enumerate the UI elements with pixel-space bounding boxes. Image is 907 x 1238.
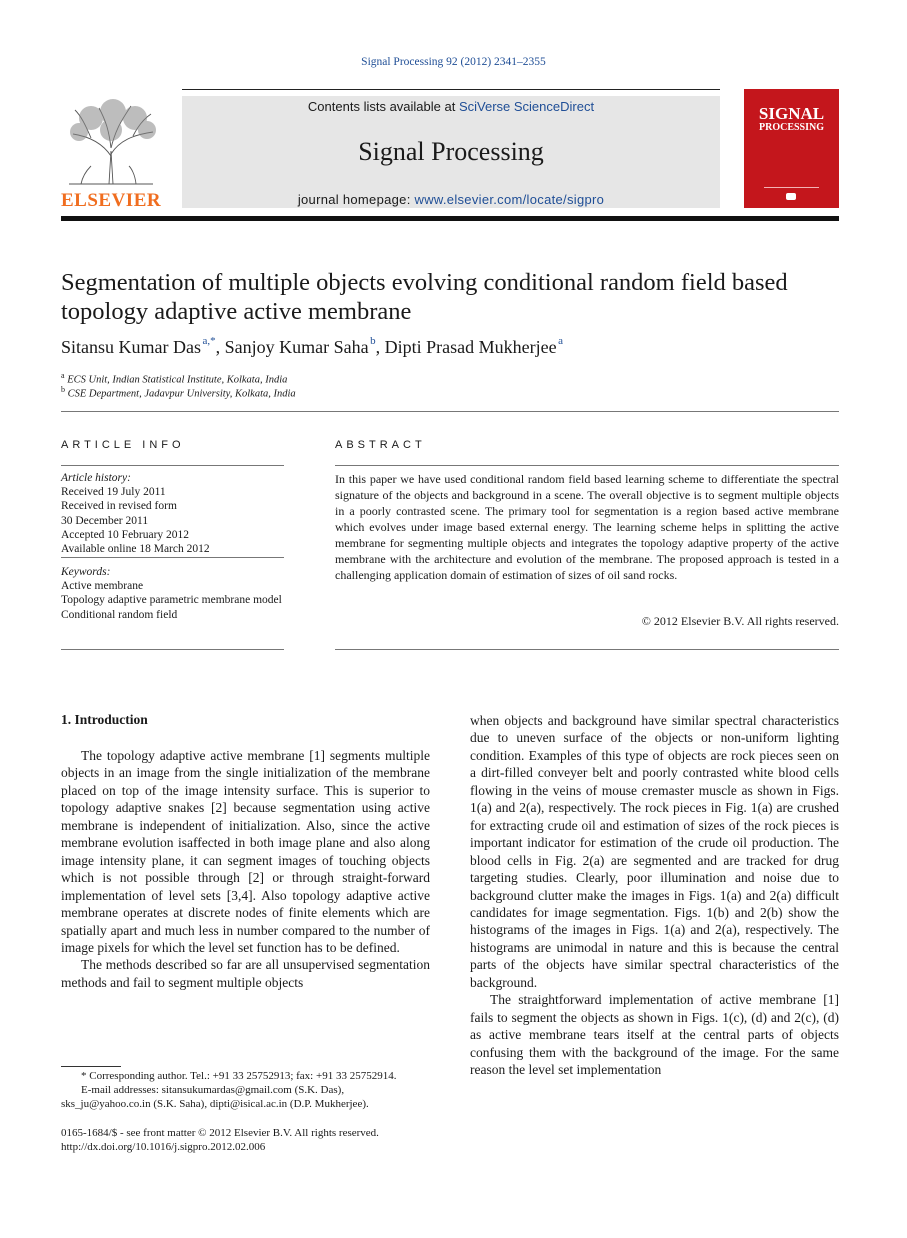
history-label: Article history: (61, 472, 131, 484)
contents-line (182, 99, 720, 114)
keyword-item: Conditional random field (61, 608, 178, 621)
article-info-heading: ARTICLE INFO (61, 439, 185, 451)
footnote-rule (61, 1066, 121, 1067)
abstract-heading: ABSTRACT (335, 439, 426, 451)
affiliation-b: $^b$ CSE Department, Jadavpur University, Kolkata, India (61, 385, 296, 400)
affiliation-divider (61, 411, 839, 412)
history-item: Available online 18 March 2012 (61, 543, 210, 556)
cover-line1: SIGNAL (758, 104, 825, 123)
article-history (61, 471, 284, 556)
abstract-rule-bottom (335, 649, 839, 650)
page-footer (61, 1126, 430, 1154)
homepage-line (182, 192, 720, 207)
journal-cover (744, 89, 839, 208)
body-paragraph: when objects and background have similar spectral characteristics due to uneven surface of the objects or non-uniform lighting condition. Examples of this type of objects are rock pieces seen on a dirt-filled conveyer belt and poorly contrasted white blood cells flowing in the veins of mouse cremaster muscle as shown in Figs. 1(a) and 2(a), respectively. The rock pieces in Fig. 1(a) are crushed for extracting crude oil and estimation of sizes of the rock pieces is important indicator for estimation of the crude oil production. The blood cells in Fig. 2(a) are segmented and are tracked for drug targeting studies. Clearly, poor illumination and noise due to background clutter make the images in Figs. 1(a) and 2(a) difficult candidates for image segmentation. Figs. 1(b) and 2(b) show the histograms of the images in Figs. 1(a) and 2(a), respectively. The histograms are unimodal in nature and this is because the central parts of the objects have similar spectral characteristics of the background. (470, 713, 839, 990)
history-item: Received in revised form (61, 500, 177, 513)
footnote-emails[interactable]: E-mail addresses: sitansukumardas@gmail.com (S.K. Das), (81, 1084, 345, 1096)
keyword-item: Active membrane (61, 580, 144, 593)
history-item: Received 19 July 2011 (61, 486, 166, 499)
body-column-right (470, 712, 839, 1079)
keyword-item: Topology adaptive parametric membrane model (61, 594, 282, 607)
cover-line2: PROCESSING (758, 122, 824, 133)
front-matter-line: 0165-1684/$ - see front matter © 2012 Elsevier B.V. All rights reserved. (61, 1127, 379, 1139)
body-column-left (61, 747, 430, 991)
body-paragraph: The straightforward implementation of active membrane [1] fails to segment the objects as shown in Figs. 1(c), (d) and 2(c), (d) as active membrane tears itself at the central parts of objects confusing them with the background of the image. For the same reason the level set implementation (470, 992, 839, 1078)
abstract-copyright: © 2012 Elsevier B.V. All rights reserved. (641, 614, 839, 628)
abstract-text: In this paper we have used conditional random field based learning scheme to differentiate the spectral signature of the objects and background in a scene. The overall objective is to segment multiple objects in a poorly contrasted scene. The primary tool for segmentation is a region based active membrane which evolves under image based external energy. The learning scheme helps in splitting the active membrane for segmenting multiple objects and integrates the topology adaptive property of the active membrane with the architecture and evolution of the membrane. The proposed approach is tested in a challenging application domain of estimation of sizes of oil sand rocks. (335, 472, 839, 582)
header-thick-rule (61, 216, 839, 221)
cover-title (744, 104, 839, 135)
elsevier-wordmark: ELSEVIER (61, 190, 162, 211)
author-list (61, 337, 563, 358)
cover-small-rule (764, 187, 819, 188)
article-info-rule-top (61, 465, 284, 466)
corresponding-author-footnote (61, 1069, 430, 1111)
article-info-rule-bottom (61, 649, 284, 650)
history-item: Accepted 10 February 2012 (61, 528, 190, 541)
cover-emblem-icon (786, 193, 796, 200)
journal-name: Signal Processing (358, 137, 544, 166)
paper-title: Segmentation of multiple objects evolving conditional random field based topology adaptive active membrane (61, 269, 788, 325)
footnote-emails[interactable]: sks_ju@yahoo.co.in (S.K. Saha), dipti@isical.ac.in (D.P. Mukherjee). (61, 1098, 369, 1110)
abstract-rule-top (335, 465, 839, 466)
journal-reference[interactable]: Signal Processing 92 (2012) 2341–2355 (361, 56, 546, 68)
body-paragraph: The methods described so far are all unsupervised segmentation methods and fail to segment multiple objects (61, 957, 430, 990)
keywords-label: Keywords: (61, 566, 111, 578)
journal-homepage-link[interactable]: www.elsevier.com/locate/sigpro (414, 192, 605, 207)
footnote-line: * Corresponding author. Tel.: +91 33 25752913; fax: +91 33 25752914. (81, 1070, 397, 1082)
history-item: 30 December 2011 (61, 514, 149, 527)
introduction-heading: 1. Introduction (61, 712, 148, 727)
sciencedirect-link[interactable]: SciVerse ScienceDirect (458, 99, 595, 114)
article-info-rule-mid (61, 557, 284, 558)
contents-prefix: Contents lists available at (307, 99, 459, 114)
keywords (61, 565, 284, 622)
author-1[interactable]: Sitansu Kumar Das $^{a,*}$, (61, 335, 225, 357)
header-top-rule (182, 89, 720, 90)
author-2[interactable]: Sanjoy Kumar Saha $^b$, (224, 335, 385, 357)
author-3[interactable]: Dipti Prasad Mukherjee $^a$ (384, 335, 564, 357)
homepage-prefix: journal homepage: (297, 192, 415, 207)
doi-link[interactable]: http://dx.doi.org/10.1016/j.sigpro.2012.02.006 (61, 1141, 266, 1153)
affiliation-a: $^a$ ECS Unit, Indian Statistical Institute, Kolkata, India (61, 371, 288, 386)
body-paragraph: The topology adaptive active membrane [1] segments multiple objects in an image from the single initialization of the membrane placed on top of the image intensity surface. This is superior to topology adaptive snakes [2] because segmentation using active membrane is independent of initialization. Also, since the active membrane evolution isaffected in both image plane and also along image intensity plane, it can segment images of touching objects which is not possible through [2] or through straight-forward implementation of level sets [3,4]. Also topology adaptive active membrane operates at discrete nodes of finite elements which are spatially apart and much less in number compared to the number of image pixels for which the level set function has to be defined. (61, 748, 430, 955)
